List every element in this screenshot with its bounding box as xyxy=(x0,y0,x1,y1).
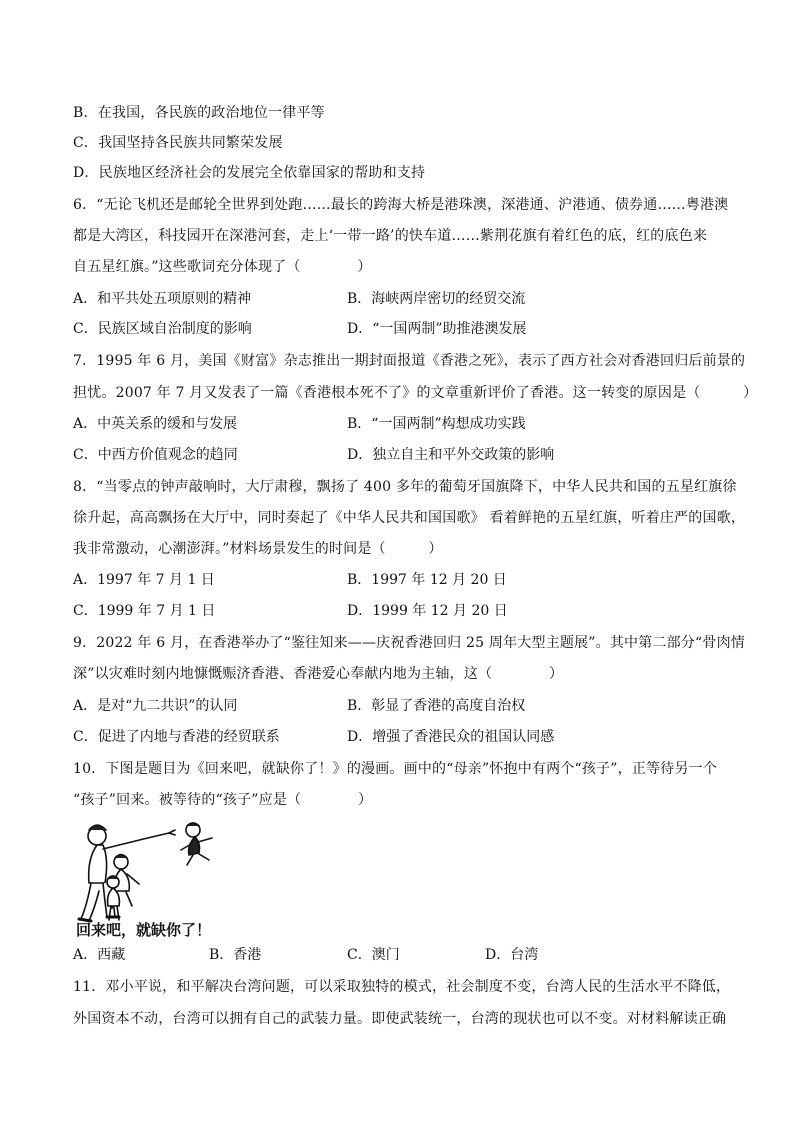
q10-option-d: D．台湾 xyxy=(485,947,539,963)
q9-option-a: A．是对“九二共识”的认同 xyxy=(73,698,238,714)
q8-stem-line-3: 我非常激动，心潮澎湃。”材料场景发生的时间是（ ） xyxy=(73,541,443,557)
q7-option-b: B．“一国两制”构想成功实践 xyxy=(347,416,526,432)
q9-option-d: D．增强了香港民众的祖国认同感 xyxy=(347,729,555,745)
q5-option-d: D．民族地区经济社会的发展完全依靠国家的帮助和支持 xyxy=(73,165,426,181)
q10-stem-line-2: “孩子”回来。被等待的“孩子”应是（ ） xyxy=(73,792,373,808)
q10-option-b: B．香港 xyxy=(209,947,262,963)
q7-option-c: C．中西方价值观念的趋同 xyxy=(73,447,238,463)
q7-stem-line-2: 担忧。2007 年 7 月又发表了一篇《香港根本死不了》的文章重新评价了香港。这一转变的原因是（ ） xyxy=(73,385,758,401)
q10-option-c: C．澳门 xyxy=(347,947,400,963)
q5-option-c: C．我国坚持各民族共同繁荣发展 xyxy=(73,135,283,151)
q6-option-c: C．民族区域自治制度的影响 xyxy=(73,321,252,337)
q6-stem-line-3: 自五星红旗。”这些歌词充分体现了（ ） xyxy=(73,259,372,275)
q8-option-b: B．1997 年 12 月 20 日 xyxy=(347,572,507,588)
q11-stem-line-1: 11．邓小平说，和平解决台湾问题，可以采取独特的模式，社会制度不变，台湾人民的生活水平不降低， xyxy=(73,979,731,995)
q9-option-c: C．促进了内地与香港的经贸联系 xyxy=(73,729,280,745)
q8-stem-line-1: 8．“当零点的钟声敲响时，大厅肃穆，飘扬了 400 多年的葡萄牙国旗降下，中华人民共和国的五星红旗徐 xyxy=(73,479,737,495)
q9-option-b: B．彰显了香港的高度自治权 xyxy=(347,698,526,714)
q9-stem-line-2: 深”以灾难时刻内地慷慨赈济香港、香港爱心奉献内地为主轴，这（ ） xyxy=(73,666,564,682)
q8-stem-line-2: 徐升起，高高飘扬在大厅中，同时奏起了《中华人民共和国国歌》 看着鲜艳的五星红旗，听着庄严的国歌， xyxy=(73,510,746,526)
q8-option-c: C．1999 年 7 月 1 日 xyxy=(73,603,216,619)
q6-option-a: A．和平共处五项原则的精神 xyxy=(73,291,252,307)
q7-option-d: D．独立自主和平外交政策的影响 xyxy=(347,447,555,463)
q8-option-d: D．1999 年 12 月 20 日 xyxy=(347,603,508,619)
cartoon-caption: 回来吧，就缺你了！ xyxy=(76,921,212,939)
q10-stem-line-1: 10．下图是题目为《回来吧，就缺你了！》的漫画。画中的“母亲”怀抱中有两个“孩子”，正等待另一个 xyxy=(73,761,718,777)
q6-option-d: D．“一国两制”助推港澳发展 xyxy=(347,321,527,337)
q5-option-b: B．在我国，各民族的政治地位一律平等 xyxy=(73,105,325,121)
q6-stem-line-2: 都是大湾区，科技园开在深港河套，走上‘一带一路’的快车道……紫荆花旗有着红色的底，红的底色来 xyxy=(73,228,708,244)
q8-option-a: A．1997 年 7 月 1 日 xyxy=(73,572,215,588)
q9-stem-line-1: 9．2022 年 6 月，在香港举办了“鉴往知来——庆祝香港回归 25 周年大型主题展”。其中第二部分“骨肉情 xyxy=(73,635,745,651)
q6-stem-line-1: 6．“无论飞机还是邮轮全世界到处跑……最长的跨海大桥是港珠澳，深港通、沪港通、债券通……粤港澳 xyxy=(73,197,729,213)
q10-option-a: A．西藏 xyxy=(73,947,126,963)
q11-stem-line-2: 外国资本不动，台湾可以拥有自己的武装力量。即使武装统一，台湾的现状也可以不变。对材料解读正确 xyxy=(73,1011,727,1027)
q6-option-b: B．海峡两岸密切的经贸交流 xyxy=(347,291,526,307)
q7-stem-line-1: 7．1995 年 6 月，美国《财富》杂志推出一期封面报道《香港之死》，表示了西方社会对香港回归后前景的 xyxy=(73,353,746,369)
q7-option-a: A．中英关系的缓和与发展 xyxy=(73,416,238,432)
